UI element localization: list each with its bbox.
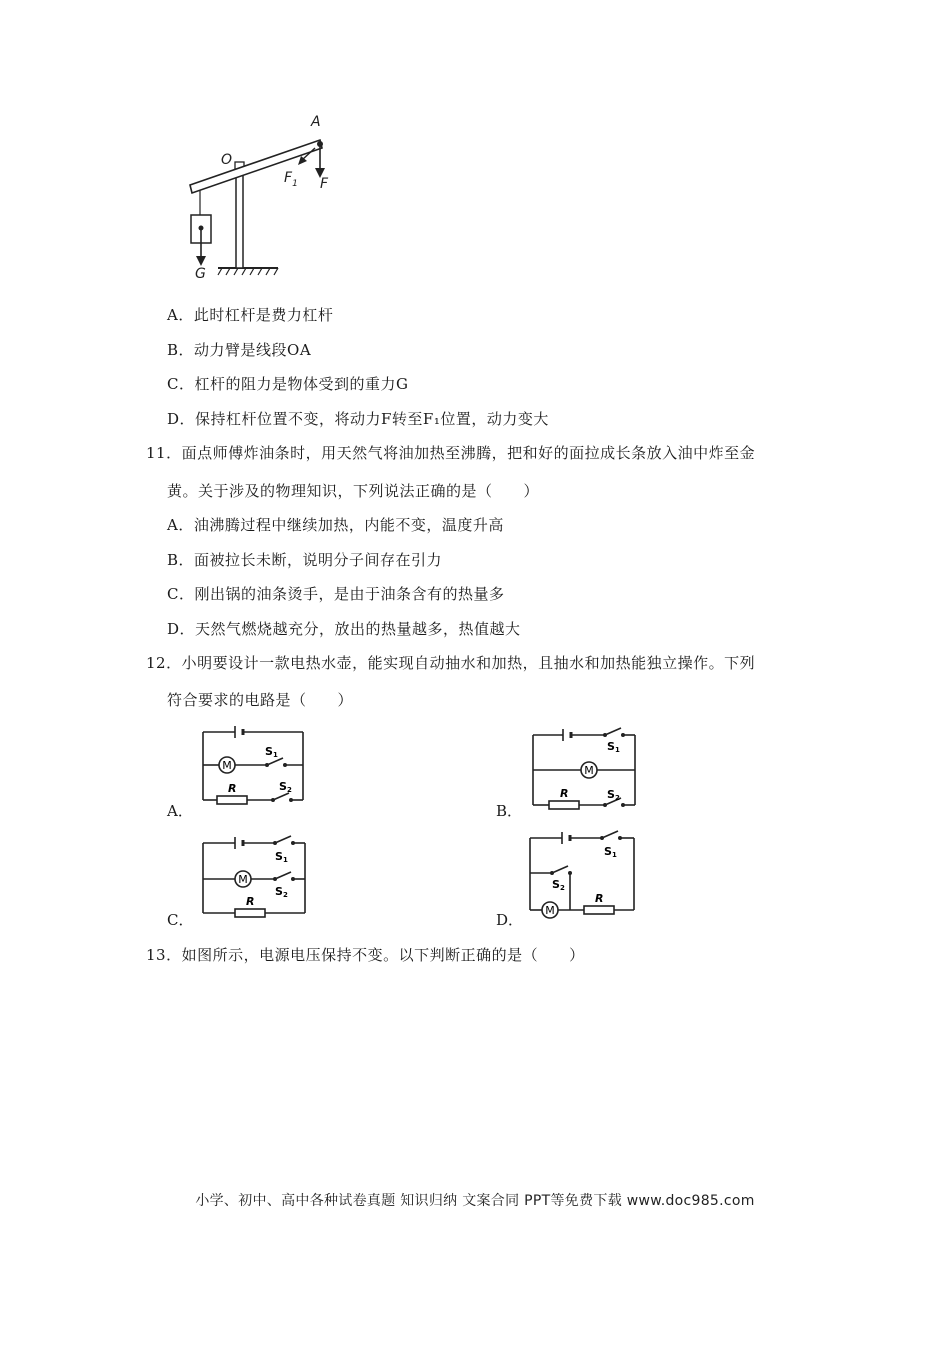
svg-text:S1 (265, 745, 278, 759)
circuit-a (195, 722, 310, 807)
circuit-d-s1: S (604, 845, 612, 858)
circuit-c-resistor: R (246, 895, 255, 908)
q11-option-b: B．面被拉长未断，说明分子间存在引力 (167, 551, 443, 569)
circuit-d (522, 828, 640, 920)
q10-option-a: A．此时杠杆是费力杠杆 (167, 306, 334, 324)
circuit-a-s2: S (279, 780, 287, 793)
svg-text:S1 (607, 740, 620, 754)
circuit-d-s2-sub: 2 (559, 884, 565, 892)
svg-text:S2 (607, 788, 620, 802)
q11-option-d: D．天然气燃烧越充分，放出的热量越多，热值越大 (167, 620, 521, 638)
circuit-b-s2: S (607, 788, 615, 801)
q12-stem-line1: 12．小明要设计一款电热水壶，能实现自动抽水和加热，且抽水和加热能独立操作。下列 (146, 654, 756, 672)
circuit-a-s1: S (265, 745, 273, 758)
label-G: G (195, 266, 206, 282)
circuit-b-s2-sub: 2 (614, 794, 620, 802)
q10-option-d: D．保持杠杆位置不变，将动力F转至F₁位置，动力变大 (167, 410, 549, 428)
circuit-c-s2-sub: 2 (282, 891, 288, 899)
circuit-a-s1-sub: 1 (272, 751, 278, 759)
circuit-d-s2: S (552, 878, 560, 891)
q10-option-b: B．动力臂是线段OA (167, 341, 312, 359)
circuit-b-s1-sub: 1 (614, 746, 620, 754)
q10-option-c: C．杠杆的阻力是物体受到的重力G (167, 375, 409, 393)
choice-d-label: D． (496, 911, 524, 929)
circuit-c-s1: S (275, 850, 283, 863)
q11-option-a: A．油沸腾过程中继续加热，内能不变，温度升高 (167, 516, 504, 534)
label-F1-main: F (284, 170, 293, 186)
svg-text:S2 (279, 780, 292, 794)
circuit-c-s2: S (275, 885, 283, 898)
circuit-b (525, 725, 643, 810)
svg-text:S2 (552, 878, 565, 892)
page-footer: 小学、初中、高中各种试卷真题 知识归纳 文案合同 PPT等免费下载 www.doc985.com (195, 1193, 755, 1209)
circuit-c (195, 833, 313, 918)
q12-stem-line2: 符合要求的电路是（ ） (167, 691, 354, 709)
circuit-a-s2-sub: 2 (286, 786, 292, 794)
choice-a-label: A． (167, 802, 193, 820)
circuit-c-s1-sub: 1 (282, 856, 288, 864)
circuit-b-resistor: R (560, 787, 569, 800)
svg-text:S1 (275, 850, 288, 864)
label-O: O (221, 152, 233, 168)
circuit-d-motor: M (545, 904, 555, 917)
circuit-a-motor: M (222, 759, 232, 772)
circuit-c-motor: M (238, 873, 248, 886)
circuit-b-s1: S (607, 740, 615, 753)
lever-figure (180, 110, 350, 285)
circuit-b-motor: M (584, 764, 594, 777)
choice-c-label: C． (167, 911, 194, 929)
label-F1 (284, 170, 298, 189)
q11-option-c: C．刚出锅的油条烫手，是由于油条含有的热量多 (167, 585, 505, 603)
svg-text:S2 (275, 885, 288, 899)
label-A: A (311, 114, 321, 130)
q11-stem-line2: 黄。关于涉及的物理知识，下列说法正确的是（ ） (167, 482, 540, 500)
label-F1-sub: 1 (292, 178, 298, 189)
circuit-d-resistor: R (595, 892, 604, 905)
circuit-d-s1-sub: 1 (611, 851, 617, 859)
label-F: F (320, 176, 329, 192)
circuit-a-resistor: R (228, 782, 237, 795)
q11-stem-line1: 11．面点师傅炸油条时，用天然气将油加热至沸腾，把和好的面拉成长条放入油中炸至金 (146, 444, 756, 462)
choice-b-label: B． (496, 802, 523, 820)
svg-text:S1 (604, 845, 617, 859)
q13-stem: 13．如图所示，电源电压保持不变。以下判断正确的是（ ） (146, 946, 585, 964)
